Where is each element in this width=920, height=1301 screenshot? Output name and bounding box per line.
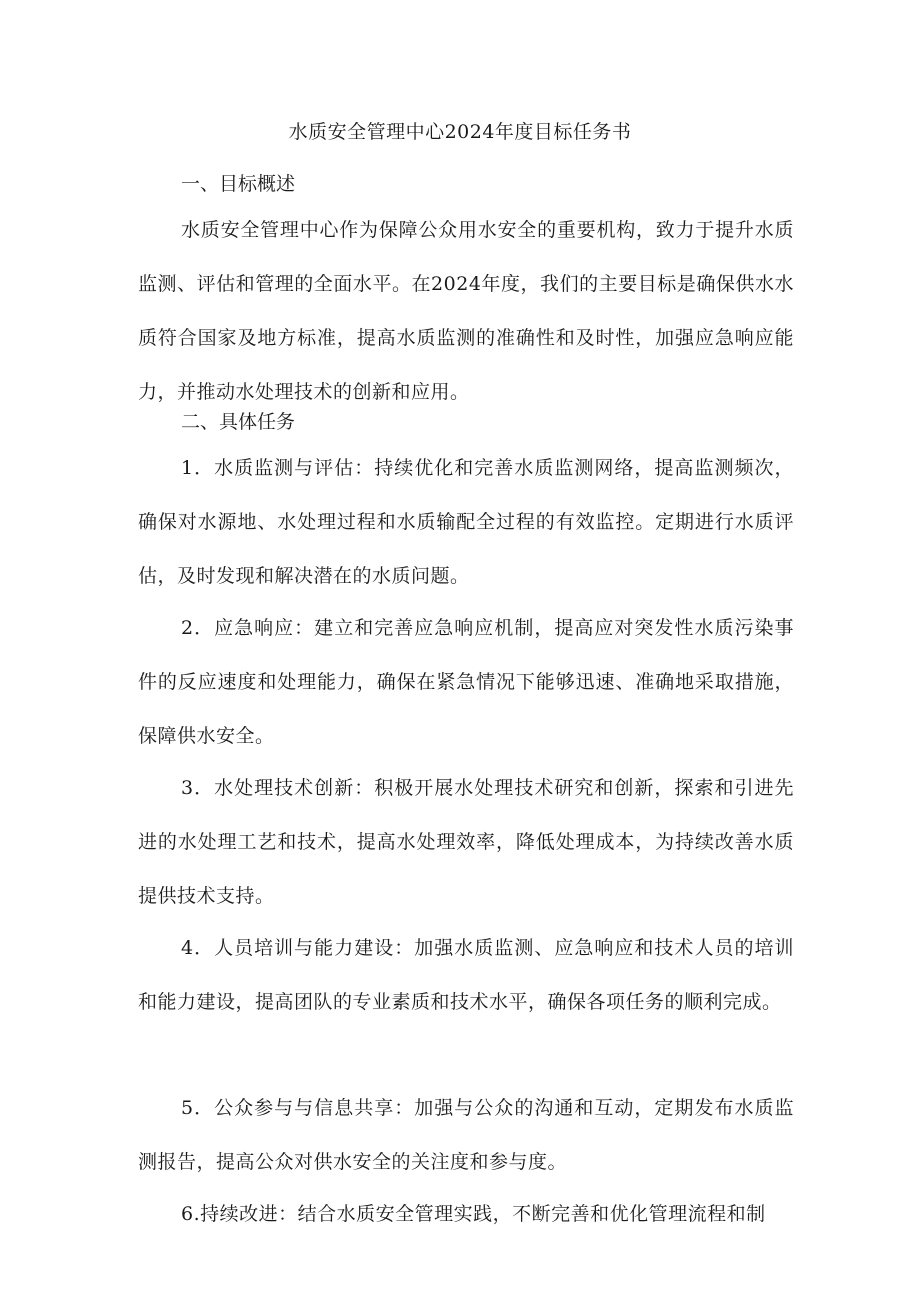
section-heading-tasks: 二、具体任务 xyxy=(181,411,296,433)
task-item-6: 6.持续改进：结合水质安全管理实践，不断完善和优化管理流程和制 xyxy=(181,1203,766,1225)
task-item-4: 4．人员培训与能力建设：加强水质监测、应急响应和技术人员的培训和能力建设，提高团队的专业素质和技术水平，确保各项任务的顺利完成。 xyxy=(138,937,794,1013)
task-item-2: 2．应急响应：建立和完善应急响应机制，提高应对突发性水质污染事件的反应速度和处理能力，确保在紧急情况下能够迅速、准确地采取措施，保障供水安全。 xyxy=(138,617,794,747)
section-heading-overview: 一、目标概述 xyxy=(181,173,296,195)
task-item-3: 3．水处理技术创新：积极开展水处理技术研究和创新，探索和引进先进的水处理工艺和技术，提高水处理效率，降低处理成本，为持续改善水质提供技术支持。 xyxy=(138,777,794,907)
overview-paragraph: 水质安全管理中心作为保障公众用水安全的重要机构，致力于提升水质监测、评估和管理的全面水平。在2024年度，我们的主要目标是确保供水水质符合国家及地方标准，提高水质监测的准确性和及时性，加强应急响应能力，并推动水处理技术的创新和应用。 xyxy=(138,219,794,403)
document-title: 水质安全管理中心2024年度目标任务书 xyxy=(288,121,632,143)
task-item-1: 1．水质监测与评估：持续优化和完善水质监测网络，提高监测频次，确保对水源地、水处理过程和水质输配全过程的有效监控。定期进行水质评估，及时发现和解决潜在的水质问题。 xyxy=(138,457,794,587)
task-item-5: 5．公众参与与信息共享：加强与公众的沟通和互动，定期发布水质监测报告，提高公众对供水安全的关注度和参与度。 xyxy=(138,1097,794,1173)
